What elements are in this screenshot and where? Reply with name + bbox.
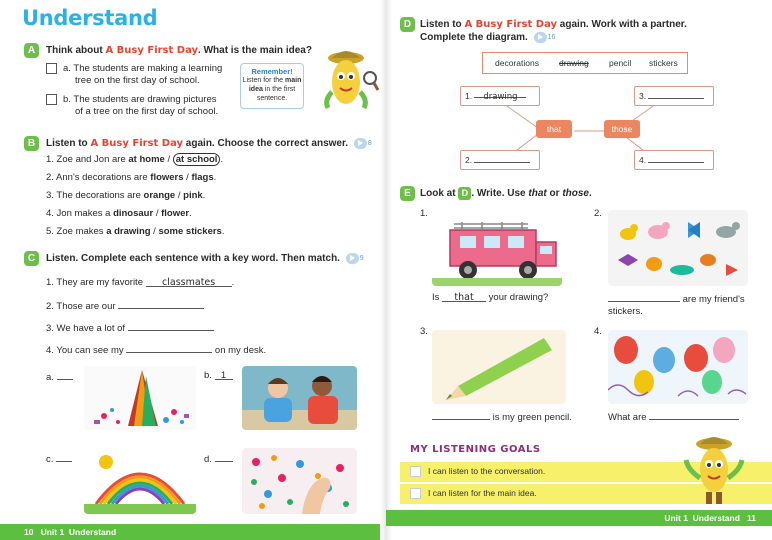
answer-blank[interactable] bbox=[126, 343, 212, 353]
section-c-item-3: 3. We have a lot of bbox=[46, 321, 214, 335]
section-b-item-5: 5. Zoe makes a drawing / some stickers. bbox=[46, 226, 225, 237]
word-bank-item: pencil bbox=[609, 58, 632, 68]
corn-mascot-illustration bbox=[318, 42, 380, 112]
e-item-2-num: 2. bbox=[594, 208, 602, 219]
rainbow-drawing bbox=[84, 448, 196, 514]
section-a-badge: A bbox=[24, 43, 39, 58]
audio-track-icon[interactable] bbox=[354, 138, 367, 149]
e-item-4-num: 4. bbox=[594, 326, 602, 337]
answer-blank[interactable] bbox=[649, 410, 739, 420]
section-a-instruction: Think about A Busy First Day. What is the main idea? bbox=[46, 45, 312, 56]
pic-d-label: d. bbox=[204, 452, 233, 466]
option-a-checkbox[interactable] bbox=[46, 63, 57, 74]
e-item-3-sentence: is my green pencil. bbox=[432, 410, 572, 424]
goals-title: MY LISTENING GOALS bbox=[410, 444, 541, 455]
option-a-text: a. The students are making a learning tree on the first day of school. bbox=[63, 63, 223, 86]
story-title: A Busy First Day bbox=[105, 45, 199, 56]
e-item-1-num: 1. bbox=[420, 208, 428, 219]
diagram-connectors bbox=[386, 0, 772, 180]
word-bank-item: stickers bbox=[649, 58, 678, 68]
circled-answer: at school bbox=[173, 153, 221, 166]
section-b-badge: B bbox=[24, 136, 39, 151]
section-c-badge: C bbox=[24, 251, 39, 266]
diagram-center-that: that bbox=[536, 120, 572, 138]
goal-row-1: I can listen to the conversation. bbox=[400, 462, 772, 482]
e-item-2-sentence: are my friend's stickers. bbox=[608, 294, 745, 317]
answer-blank[interactable]: that bbox=[442, 292, 486, 302]
answer-blank[interactable] bbox=[128, 321, 214, 331]
decorations-photo bbox=[84, 366, 196, 430]
section-c-item-1: 1. They are my favorite classmates . bbox=[46, 277, 235, 288]
word-bank-item: decorations bbox=[495, 58, 539, 68]
pic-a-label: a. bbox=[46, 370, 73, 384]
answer-blank[interactable] bbox=[608, 292, 680, 302]
section-c-item-4: 4. You can see my on my desk. bbox=[46, 345, 267, 356]
goal-checkbox[interactable] bbox=[410, 466, 421, 477]
section-d-badge: D bbox=[400, 17, 415, 32]
page-title: Understand bbox=[22, 6, 158, 30]
goal-row-2: I can listen for the main idea. bbox=[400, 484, 772, 504]
answer-blank[interactable] bbox=[118, 299, 204, 309]
section-e-badge: E bbox=[400, 186, 415, 201]
word-bank-item: drawing bbox=[559, 58, 589, 68]
balloons-photo bbox=[608, 330, 748, 404]
e-item-1-sentence: Is that your drawing? bbox=[432, 292, 549, 303]
green-pencil-photo bbox=[432, 330, 566, 404]
answer-blank[interactable] bbox=[432, 410, 490, 420]
section-b-item-1: 1. Zoe and Jon are at home / at school . bbox=[46, 154, 224, 165]
diagram-box-1[interactable]: 1. drawing bbox=[460, 86, 540, 106]
diagram-center-those: those bbox=[604, 120, 640, 138]
left-footer: 10 Unit 1 Understand bbox=[0, 524, 386, 540]
right-page bbox=[386, 0, 772, 540]
section-e-instruction: Look at D . Write. Use that or those. bbox=[420, 188, 592, 200]
diagram-box-4[interactable]: 4. bbox=[634, 150, 714, 170]
option-b-text: b. The students are drawing pictures of a tree on the first day of school. bbox=[63, 94, 219, 117]
goal-checkbox[interactable] bbox=[410, 488, 421, 499]
diagram-box-2[interactable]: 2. bbox=[460, 150, 540, 170]
section-c-item-2: 2. Those are our bbox=[46, 299, 204, 313]
section-b-instruction: Listen to A Busy First Day again. Choose the correct answer. 8 bbox=[46, 138, 372, 150]
section-c-instruction: Listen. Complete each sentence with a key word. Then match. 9 bbox=[46, 253, 364, 265]
classmates-photo bbox=[242, 366, 357, 430]
corn-mascot-illustration bbox=[682, 430, 746, 512]
pic-b-label: b. 1 bbox=[204, 370, 233, 382]
section-d-instruction: Listen to A Busy First Day again. Work with a partner. Complete the diagram. 16 bbox=[420, 19, 687, 44]
animal-stickers-photo bbox=[608, 210, 748, 286]
section-b-item-4: 4. Jon makes a dinosaur / flower. bbox=[46, 208, 192, 219]
e-item-4-sentence: What are bbox=[608, 410, 739, 424]
option-b-checkbox[interactable] bbox=[46, 94, 57, 105]
stickers-photo bbox=[242, 448, 357, 514]
fire-truck-drawing bbox=[432, 210, 562, 286]
section-b-item-2: 2. Ann's decorations are flowers / flags. bbox=[46, 172, 217, 183]
e-item-3-num: 3. bbox=[420, 326, 428, 337]
diagram-box-3[interactable]: 3. bbox=[634, 86, 714, 106]
right-footer: Unit 1 Understand 11 bbox=[386, 510, 772, 526]
remember-tip-box: Remember! Listen for the main idea in the first sentence. bbox=[240, 63, 304, 109]
answer-blank[interactable]: classmates bbox=[146, 277, 232, 287]
section-b-item-3: 3. The decorations are orange / pink. bbox=[46, 190, 206, 201]
pic-c-label: c. bbox=[46, 452, 72, 466]
audio-track-icon[interactable] bbox=[346, 253, 359, 264]
